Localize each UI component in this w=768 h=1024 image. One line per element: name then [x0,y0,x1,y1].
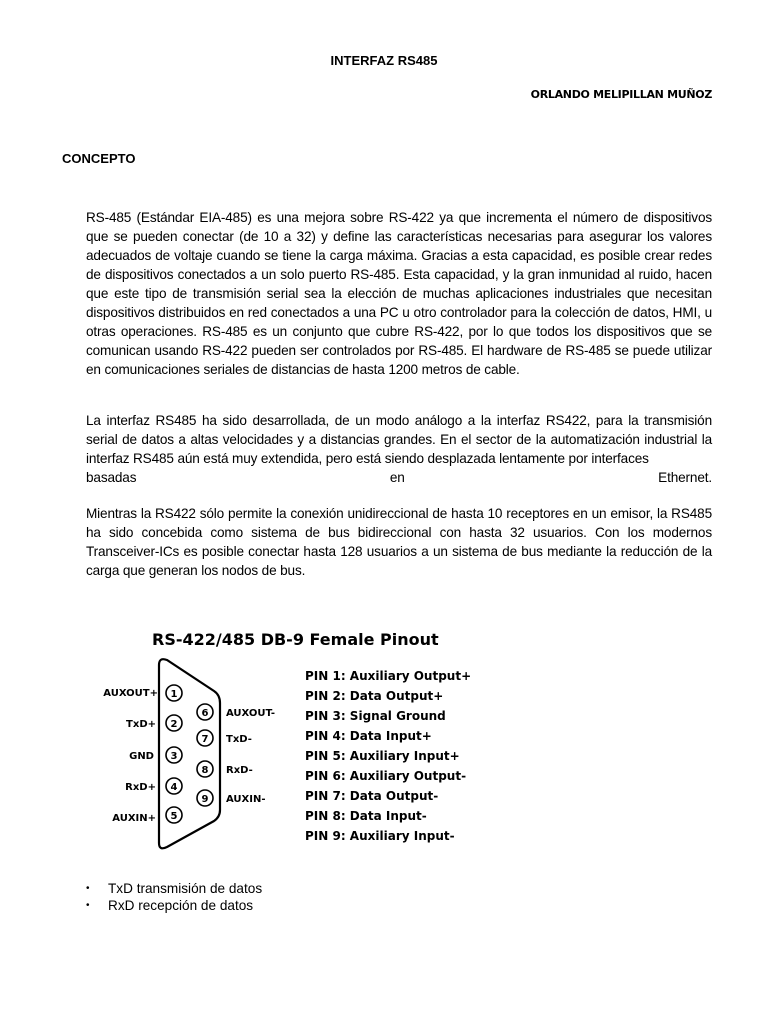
pin-6-number: 6 [201,708,209,719]
pin-description: PIN 5: Auxiliary Input+ [305,749,460,763]
db9-pinout-figure [92,625,512,855]
pin-description: PIN 9: Auxiliary Input- [305,829,455,843]
document-title: INTERFAZ RS485 [330,53,438,68]
pin-description: PIN 4: Data Input+ [305,729,432,743]
label-rxd-minus: RxD- [226,765,253,776]
pin-5 [166,807,182,823]
pin-8 [197,761,213,777]
pin-description: PIN 8: Data Input- [305,809,427,823]
label-auxin-minus: AUXIN- [226,794,266,805]
pin-2 [166,715,182,731]
pin-7-number: 7 [201,734,209,745]
pin-3-number: 3 [170,751,178,762]
figure-title: RS-422/485 DB-9 Female Pinout [152,630,439,649]
pin-description: PIN 6: Auxiliary Output- [305,769,467,783]
pin-2-number: 2 [170,719,178,730]
list-item [86,880,262,897]
pin-8-number: 8 [201,765,209,776]
pin-9-number: 9 [201,794,209,805]
pin-4-number: 4 [170,782,178,793]
label-rxd-plus: RxD+ [125,782,156,793]
bullet-marker: • [86,883,90,894]
pin-3 [166,747,182,763]
label-auxout-minus: AUXOUT- [226,708,276,719]
label-auxout-plus: AUXOUT+ [103,688,158,699]
list-item [86,897,262,914]
pin-description: PIN 2: Data Output+ [305,689,444,703]
pin-9 [197,790,213,806]
pin-4 [166,778,182,794]
pin-7 [197,730,213,746]
paragraph-2-body: La interfaz RS485 ha sido desarrollada, de un modo análogo a la interfaz RS422, para la transmisión serial de datos a altas velocidades y a distancias grandes. En el sector de la automatización industrial la interfaz RS485 aún está muy extendida, pero está siendo desplazada lentamente por interfaces [86,413,712,466]
pin-1 [166,685,182,701]
paragraph-1: RS-485 (Estándar EIA-485) es una mejora sobre RS-422 ya que incrementa el número de dispositivos que se pueden conectar (de 10 a 32) y define las características necesarias para asegurar los valores adecuados de voltaje cuando se tiene la carga máxima. Gracias a esta capacidad, es posible crear redes de dispositivos conectados a un solo puerto RS-485. Esta capacidad, y la gran inmunidad al ruido, hacen que este tipo de transmisión serial sea la elección de muchas aplicaciones industriales que necesitan dispositivos distribuidos en red conectados a una PC u otro controlador para la colección de datos, HMI, u otras operaciones. RS-485 es un conjunto que cubre RS-422, por lo que todos los dispositivos que se comunican usando RS-422 pueden ser controlados por RS-485. El hardware de RS-485 se puede utilizar en comunicaciones seriales de distancias de hasta 1200 metros de cable. [86,210,712,377]
bullet-marker: • [86,900,90,911]
pin-6 [197,704,213,720]
section-heading: CONCEPTO [62,151,136,166]
pin-description: PIN 1: Auxiliary Output+ [305,669,472,683]
pin-1-number: 1 [170,689,178,700]
paragraph-2-last-line: basadas en Ethernet. [86,470,712,485]
label-txd-minus: TxD- [226,734,252,745]
pin-5-number: 5 [170,811,178,822]
list-item-text: RxD recepción de datos [108,898,254,913]
pin-description: PIN 3: Signal Ground [305,709,446,723]
paragraph-3: Mientras la RS422 sólo permite la conexión unidireccional de hasta 10 receptores en un emisor, la RS485 ha sido concebida como sistema de bus bidireccional con hasta 32 usuarios. Con los modernos Transceiver-ICs es posible conectar hasta 128 usuarios a un sistema de bus mediante la reducción de la carga que generan los nodos de bus. [86,506,712,578]
author-name: ORLANDO MELIPILLAN MUÑOZ [530,88,712,101]
list-item-text: TxD transmisión de datos [108,881,263,896]
pin-description: PIN 7: Data Output- [305,789,439,803]
label-auxin-plus: AUXIN+ [112,813,156,824]
label-gnd: GND [129,751,154,762]
bullet-list [86,880,262,914]
label-txd-plus: TxD+ [126,719,156,730]
paragraph-2 [86,411,712,487]
